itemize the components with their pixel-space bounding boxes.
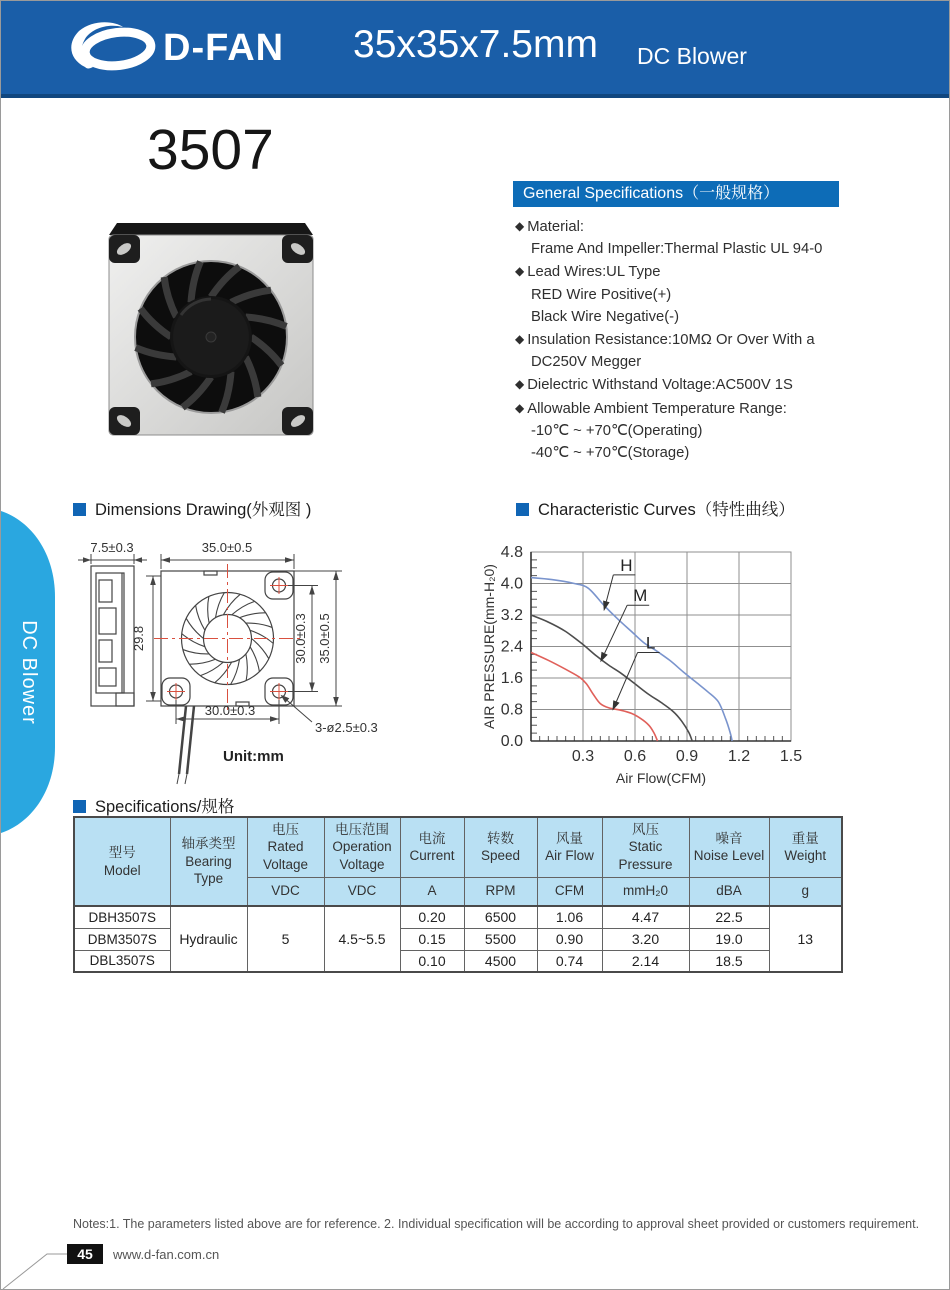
curve-H — [531, 578, 732, 741]
page-number: 45 — [67, 1244, 103, 1264]
y-tick-label: 4.8 — [500, 544, 523, 561]
column-header: 轴承类型 Bearing Type — [170, 817, 247, 906]
unit-header: g — [769, 877, 842, 906]
spec-line: -40℃ ~ +70℃(Storage) — [531, 445, 690, 462]
dim-unit-label: Unit:mm — [223, 748, 284, 765]
annotation-leader — [606, 575, 613, 601]
drawing-blade — [186, 618, 203, 638]
column-header: 电压范围 Operation Voltage — [324, 817, 400, 877]
table-cell: DBL3507S — [74, 950, 170, 972]
diamond-bullet-icon: ◆ — [515, 400, 525, 415]
x-axis-label: Air Flow(CFM) — [615, 770, 707, 786]
table-cell: 18.5 — [689, 950, 769, 972]
table-row — [74, 906, 842, 928]
table-cell: 0.90 — [537, 928, 602, 950]
dim-holes: 3-ø2.5±0.3 — [315, 720, 378, 735]
unit-header: A — [400, 877, 464, 906]
y-axis-label: AIR PRESSURE(mm-H₂0) — [481, 564, 497, 729]
table-cell: 0.20 — [400, 906, 464, 928]
column-header: 电流 Current — [400, 817, 464, 877]
spec-line: ◆ Lead Wires:UL Type — [515, 264, 661, 281]
blue-square-bullet-icon — [73, 800, 86, 813]
table-cell: 6500 — [464, 906, 537, 928]
table-cell: 5500 — [464, 928, 537, 950]
blue-square-bullet-icon — [73, 503, 86, 516]
column-header: 风压 Static Pressure — [602, 817, 689, 877]
table-cell: 0.74 — [537, 950, 602, 972]
x-tick-label: 0.6 — [623, 748, 647, 765]
drawing-blade — [220, 594, 243, 615]
brand-name: D-FAN — [163, 27, 285, 69]
y-tick-label: 2.4 — [500, 638, 523, 656]
table-cell: 0.10 — [400, 950, 464, 972]
table-cell: DBH3507S — [74, 906, 170, 928]
blue-square-bullet-icon — [516, 503, 529, 516]
spec-line: ◆ Material: — [515, 219, 584, 235]
y-tick-label: 4.0 — [500, 575, 523, 593]
dim-overall-height: 35.0±0.5 — [317, 613, 332, 664]
unit-header: mmH₂0 — [602, 877, 689, 906]
column-header: 风量 Air Flow — [537, 817, 602, 877]
curve-L — [531, 652, 658, 741]
spec-line: ◆ Allowable Ambient Temperature Range: — [515, 400, 787, 417]
curve-annotation-H: H — [620, 555, 633, 575]
drawing-blade — [182, 628, 205, 653]
table-cell: 1.06 — [537, 906, 602, 928]
spec-line: Frame And Impeller:Thermal Plastic UL 94-0 — [531, 241, 823, 258]
table-cell: 4.5~5.5 — [324, 906, 400, 972]
product-size: 35x35x7.5mm — [353, 23, 598, 66]
spec-line: Black Wire Negative(-) — [531, 308, 679, 325]
unit-header: RPM — [464, 877, 537, 906]
table-cell: 2.14 — [602, 950, 689, 972]
diamond-bullet-icon: ◆ — [515, 332, 525, 347]
website-text: www.d-fan.com.cn — [113, 1247, 220, 1262]
model-title: 3507 — [147, 118, 274, 182]
spec-line: ◆ Insulation Resistance:10MΩ Or Over With a — [515, 332, 815, 349]
x-tick-label: 0.3 — [571, 748, 595, 765]
dimension-drawing — [66, 516, 476, 786]
general-specs-header: General Specifications（一般规格） — [513, 181, 839, 207]
column-header: 重量 Weight — [769, 817, 842, 877]
dim-side-width: 7.5±0.3 — [90, 540, 134, 555]
notes-text: Notes:1. The parameters listed above are for reference. 2. Individual specification will be according to approval sheet provided or customers requirement. — [73, 1217, 920, 1231]
column-header: 转数 Speed — [464, 817, 537, 877]
table-cell: 19.0 — [689, 928, 769, 950]
curve-annotation-L: L — [645, 633, 656, 653]
annotation-arrowhead — [600, 652, 607, 662]
unit-header: CFM — [537, 877, 602, 906]
spec-line: DC250V Megger — [531, 354, 642, 371]
table-cell: 13 — [769, 906, 842, 972]
fan-product-photo — [101, 219, 321, 444]
column-header: 电压 Rated Voltage — [247, 817, 324, 877]
drawing-blade — [252, 639, 269, 659]
drawing-blade — [250, 624, 273, 649]
curves-section-title: Characteristic Curves（特性曲线） — [516, 496, 795, 520]
specifications-table — [73, 816, 843, 973]
dim-blade-dia: 29.8 — [131, 625, 146, 652]
annotation-leader — [616, 652, 637, 701]
diamond-bullet-icon: ◆ — [515, 377, 525, 392]
side-tab-label: DC Blower — [17, 619, 40, 725]
table-cell: DBM3507S — [74, 928, 170, 950]
dim-top-width: 35.0±0.5 — [201, 540, 253, 555]
spec-section-title: Specifications/规格 — [73, 793, 234, 817]
diamond-bullet-icon: ◆ — [515, 219, 525, 233]
unit-header: VDC — [247, 877, 324, 906]
y-tick-label: 3.2 — [500, 607, 523, 624]
product-type: DC Blower — [637, 43, 747, 69]
column-header: 噪音 Noise Level — [689, 817, 769, 877]
dim-hole-pitch-v: 30.0±0.3 — [293, 613, 308, 664]
dim-hole-pitch-h: 30.0±0.3 — [204, 703, 256, 718]
characteristic-curves-chart — [481, 516, 950, 801]
drawing-blade — [212, 662, 235, 683]
general-specs-list — [515, 215, 945, 464]
table-cell: 4500 — [464, 950, 537, 972]
header-bar — [1, 1, 950, 98]
unit-header: VDC — [324, 877, 400, 906]
diamond-bullet-icon: ◆ — [515, 264, 525, 279]
corner-decoration — [1, 1241, 121, 1290]
table-cell: 0.15 — [400, 928, 464, 950]
table-cell: 22.5 — [689, 906, 769, 928]
y-tick-label: 0.8 — [500, 701, 523, 719]
curve-annotation-M: M — [633, 586, 648, 606]
table-cell: 3.20 — [602, 928, 689, 950]
spec-line: ◆ Dielectric Withstand Voltage:AC500V 1S — [515, 377, 793, 394]
spec-line: RED Wire Positive(+) — [531, 286, 672, 303]
x-tick-label: 1.5 — [779, 748, 803, 765]
dfan-logo-icon — [65, 21, 161, 79]
dimensions-section-title: Dimensions Drawing(外观图 ) — [73, 496, 311, 520]
table-cell: 4.47 — [602, 906, 689, 928]
spec-line: -10℃ ~ +70℃(Operating) — [531, 422, 703, 439]
unit-header: dBA — [689, 877, 769, 906]
x-tick-label: 0.9 — [675, 748, 699, 765]
column-header: 型号 Model — [74, 817, 170, 906]
x-tick-label: 1.2 — [727, 748, 751, 765]
spec-table-wrap — [73, 816, 843, 973]
table-cell: 5 — [247, 906, 324, 972]
y-tick-label: 1.6 — [500, 670, 523, 687]
y-tick-label: 0.0 — [500, 733, 523, 750]
table-cell: Hydraulic — [170, 906, 247, 972]
